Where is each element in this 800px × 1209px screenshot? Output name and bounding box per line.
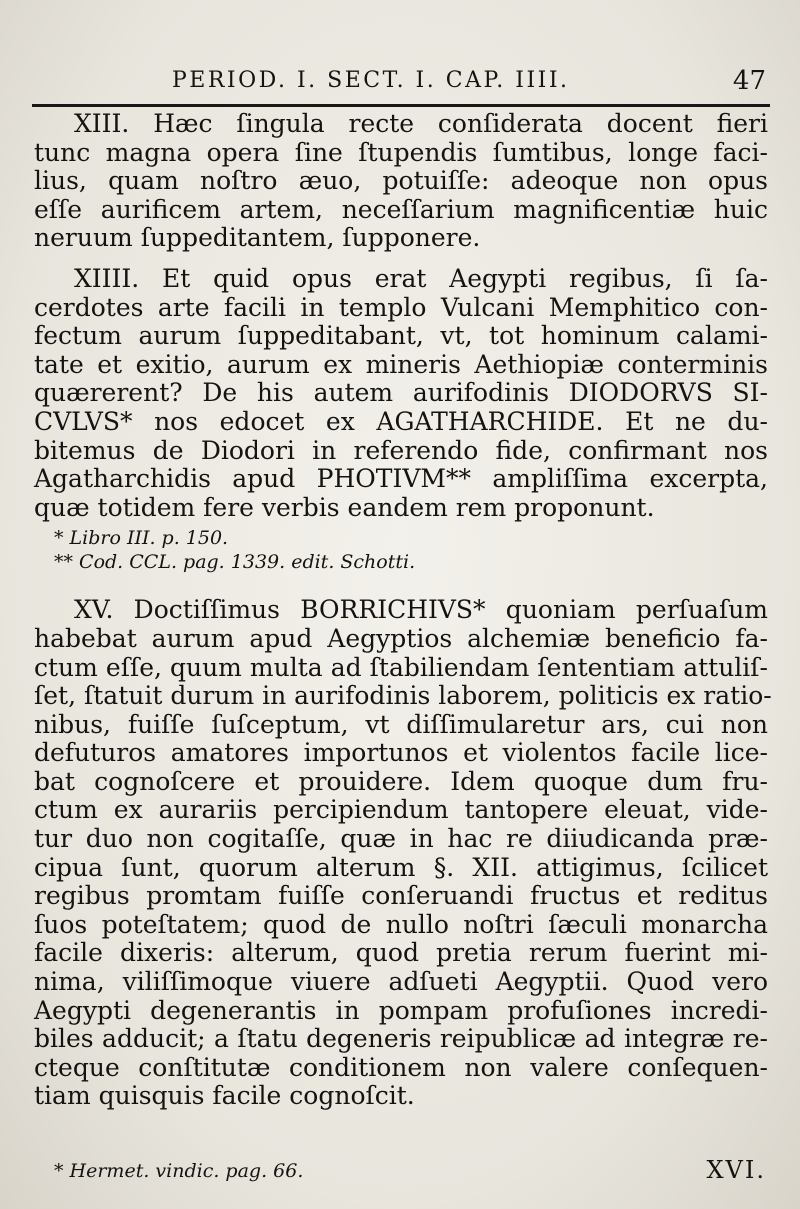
paragraph-xv xyxy=(34,595,772,1111)
text-line: quæ totidem fere verbis eandem rem proponunt. xyxy=(34,492,655,522)
text-line: cteque conſtitutæ conditionem non valere conſequen- xyxy=(34,1052,768,1082)
text-line: nima, viliſſimoque viuere adſueti Aegyptii. Quod vero xyxy=(34,967,768,997)
text-line: biles adducit; a ſtatu degeneris reipublicæ ad integræ re- xyxy=(34,1024,768,1054)
paragraph-xiiii xyxy=(34,265,768,522)
text-line: cipua ſunt, quorum alterum §. XII. attigimus, ſcilicet xyxy=(34,852,768,882)
footnote: ** Cod. CCL. pag. 1339. edit. Schotti. xyxy=(54,551,416,574)
text-line: quærerent? De his autem aurifodinis DIODORVS SI- xyxy=(34,378,768,408)
text-line: XV. Doctiſſimus BORRICHIVS* quoniam perſuaſum xyxy=(74,595,768,625)
text-line: tate et exitio, aurum ex mineris Aethiopiæ conterminis xyxy=(34,349,768,379)
text-line: nibus, fuiſſe ſuſceptum, vt diſſimularetur ars, cui non xyxy=(34,709,768,739)
text-line: bat cognoſcere et prouidere. Idem quoque dum fru- xyxy=(34,766,768,796)
page-body xyxy=(34,109,772,1111)
text-line: ctum ex aurariis percipiendum tantopere eleuat, vide- xyxy=(34,795,768,825)
text-line: ſet, ſtatuit durum in aurifodinis laborem, politicis ex ratio- xyxy=(34,681,772,711)
footnotes xyxy=(34,526,768,574)
text-line: Agatharchidis apud PHOTIVM** ampliſſima excerpta, xyxy=(34,464,768,494)
page-footer xyxy=(54,1156,766,1190)
text-line: tiam quisquis facile cognoſcit. xyxy=(34,1081,415,1111)
catchword: XVI. xyxy=(706,1156,766,1184)
footnote: * Hermet. vindic. pag. 66. xyxy=(54,1160,304,1182)
text-line: ctum eſſe, quum multa ad ſtabiliendam ſententiam attuliſ- xyxy=(34,652,768,682)
text-line: Aegypti degenerantis in pompam profuſiones incredi- xyxy=(34,995,768,1025)
text-line: tur duo non cogitaſſe, quæ in hac re diiudicanda præ- xyxy=(34,824,768,854)
header-rule xyxy=(32,104,770,107)
text-line: defuturos amatores importunos et violentos facile lice- xyxy=(34,738,768,768)
paragraph-xiii xyxy=(34,110,768,253)
running-head: PERIOD. I. SECT. I. CAP. IIII. xyxy=(172,68,570,93)
text-line: eſſe aurificem artem, neceſſarium magnificentiæ huic xyxy=(34,194,768,224)
text-line: tunc magna opera ſine ſtupendis ſumtibus, longe faci- xyxy=(34,137,768,167)
text-line: lius, quam noſtro æuo, potuiſſe: adeoque non opus xyxy=(34,166,768,196)
text-line: regibus promtam fuiſſe conſeruandi fructus et reditus xyxy=(34,881,768,911)
text-line: neruum ſuppeditantem, ſupponere. xyxy=(34,223,481,253)
text-line: cerdotes arte facili in templo Vulcani Memphitico con- xyxy=(34,292,768,322)
text-line: XIIII. Et quid opus erat Aegypti regibus, ſi ſa- xyxy=(74,263,768,293)
page-number: 47 xyxy=(732,66,766,96)
text-line: facile dixeris: alterum, quod pretia rerum fuerint mi- xyxy=(34,938,768,968)
text-line: XIII. Hæc ſingula recte conſiderata docent fieri xyxy=(74,109,768,138)
footnote: * Libro III. p. 150. xyxy=(54,527,229,550)
page-header xyxy=(32,62,770,102)
text-line: bitemus de Diodori in referendo fide, confirmant nos xyxy=(34,435,768,465)
text-line: CVLVS* nos edocet ex AGATHARCHIDE. Et ne du- xyxy=(34,406,768,436)
text-line: fectum aurum ſuppeditabant, vt, tot hominum calami- xyxy=(34,321,768,351)
text-line: ſuos poteſtatem; quod de nullo noſtri ſæculi monarcha xyxy=(34,909,768,939)
text-line: habebat aurum apud Aegyptios alchemiæ beneficio fa- xyxy=(34,623,768,653)
